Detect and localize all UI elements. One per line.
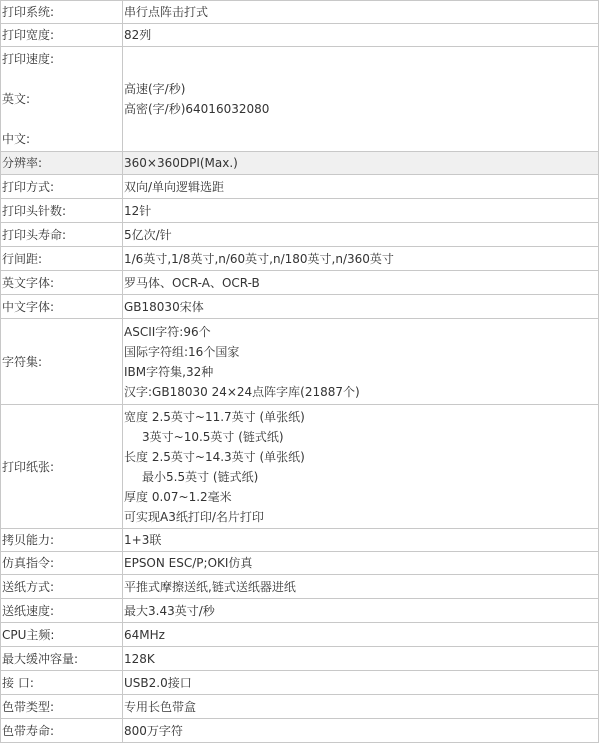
spec-label: 打印纸张: xyxy=(1,405,123,529)
spec-label: 打印方式: xyxy=(1,175,123,199)
spec-value: 串行点阵击打式 xyxy=(123,1,599,24)
spec-label: 打印头针数: xyxy=(1,199,123,223)
spec-value-line: 宽度 2.5英寸~11.7英寸 (单张纸) xyxy=(124,409,305,424)
spec-row xyxy=(1,529,599,552)
spec-row xyxy=(1,1,599,24)
spec-row xyxy=(1,47,599,152)
spec-value: USB2.0接口 xyxy=(123,671,599,695)
spec-value-line: 可实现A3纸打印/名片打印 xyxy=(124,509,264,524)
spec-row xyxy=(1,175,599,199)
spec-row xyxy=(1,247,599,271)
spec-row xyxy=(1,295,599,319)
spec-value: 128K xyxy=(123,647,599,671)
spec-value: 800万字符 xyxy=(123,719,599,743)
spec-value: 罗马体、OCR-A、OCR-B xyxy=(123,271,599,295)
spec-row xyxy=(1,695,599,719)
spec-row xyxy=(1,319,599,405)
spec-row xyxy=(1,405,599,529)
spec-label: 英文字体: xyxy=(1,271,123,295)
spec-value-line: 3英寸~10.5英寸 (链式纸) xyxy=(142,429,284,444)
spec-label: 打印速度: xyxy=(2,52,55,66)
spec-value-line: 高速(字/秒) xyxy=(124,82,186,96)
spec-label: 仿真指令: xyxy=(1,552,123,575)
spec-label: 打印宽度: xyxy=(1,24,123,47)
spec-value: 82列 xyxy=(123,24,599,47)
spec-row xyxy=(1,152,599,175)
spec-value: 平推式摩擦送纸,链式送纸器进纸 xyxy=(123,575,599,599)
spec-value: 专用长色带盒 xyxy=(123,695,599,719)
spec-row xyxy=(1,719,599,743)
spec-value-line: ASCII字符:96个 xyxy=(124,324,211,339)
spec-value: 双向/单向逻辑选距 xyxy=(123,175,599,199)
spec-label: 送纸方式: xyxy=(1,575,123,599)
spec-row xyxy=(1,575,599,599)
spec-row xyxy=(1,599,599,623)
spec-value: 360×360DPI(Max.) xyxy=(123,152,599,175)
spec-row xyxy=(1,552,599,575)
spec-row xyxy=(1,671,599,695)
spec-value: 最大3.43英寸/秒 xyxy=(123,599,599,623)
spec-label: 色带类型: xyxy=(1,695,123,719)
spec-row xyxy=(1,223,599,247)
spec-value: 64MHz xyxy=(123,623,599,647)
spec-value-line: 长度 2.5英寸~14.3英寸 (单张纸) xyxy=(124,449,305,464)
spec-value: 5亿次/针 xyxy=(123,223,599,247)
spec-value xyxy=(123,319,599,405)
spec-row xyxy=(1,24,599,47)
spec-value-line: 厚度 0.07~1.2毫米 xyxy=(124,489,232,504)
spec-value: 12针 xyxy=(123,199,599,223)
spec-label: 打印系统: xyxy=(1,1,123,24)
spec-label: 行间距: xyxy=(1,247,123,271)
spec-row xyxy=(1,647,599,671)
spec-row xyxy=(1,623,599,647)
spec-value: 1/6英寸,1/8英寸,n/60英寸,n/180英寸,n/360英寸 xyxy=(123,247,599,271)
spec-value: GB18030宋体 xyxy=(123,295,599,319)
spec-value xyxy=(123,47,599,152)
spec-value-line: 最小5.5英寸 (链式纸) xyxy=(142,469,259,484)
spec-value-line: 汉字:GB18030 24×24点阵字库(21887个) xyxy=(124,384,360,399)
spec-label: 打印头寿命: xyxy=(1,223,123,247)
spec-sublabel-chinese: 中文: xyxy=(2,132,31,146)
spec-label: 送纸速度: xyxy=(1,599,123,623)
spec-value: 1+3联 xyxy=(123,529,599,552)
spec-value-line: 高密(字/秒)64016032080 xyxy=(124,102,270,116)
spec-label: 色带寿命: xyxy=(1,719,123,743)
spec-label: 拷贝能力: xyxy=(1,529,123,552)
spec-label: 最大缓冲容量: xyxy=(1,647,123,671)
spec-value: EPSON ESC/P;OKI仿真 xyxy=(123,552,599,575)
spec-value-line: IBM字符集,32种 xyxy=(124,364,214,379)
spec-sublabel-english: 英文: xyxy=(2,92,31,106)
spec-label: 字符集: xyxy=(1,319,123,405)
spec-value xyxy=(123,405,599,529)
spec-label-group xyxy=(1,47,123,152)
spec-label: 中文字体: xyxy=(1,295,123,319)
spec-label: 接 口: xyxy=(1,671,123,695)
spec-label: 分辨率: xyxy=(1,152,123,175)
spec-row xyxy=(1,271,599,295)
spec-label: CPU主频: xyxy=(1,623,123,647)
spec-row xyxy=(1,199,599,223)
spec-value-line: 国际字符组:16个国家 xyxy=(124,344,240,359)
